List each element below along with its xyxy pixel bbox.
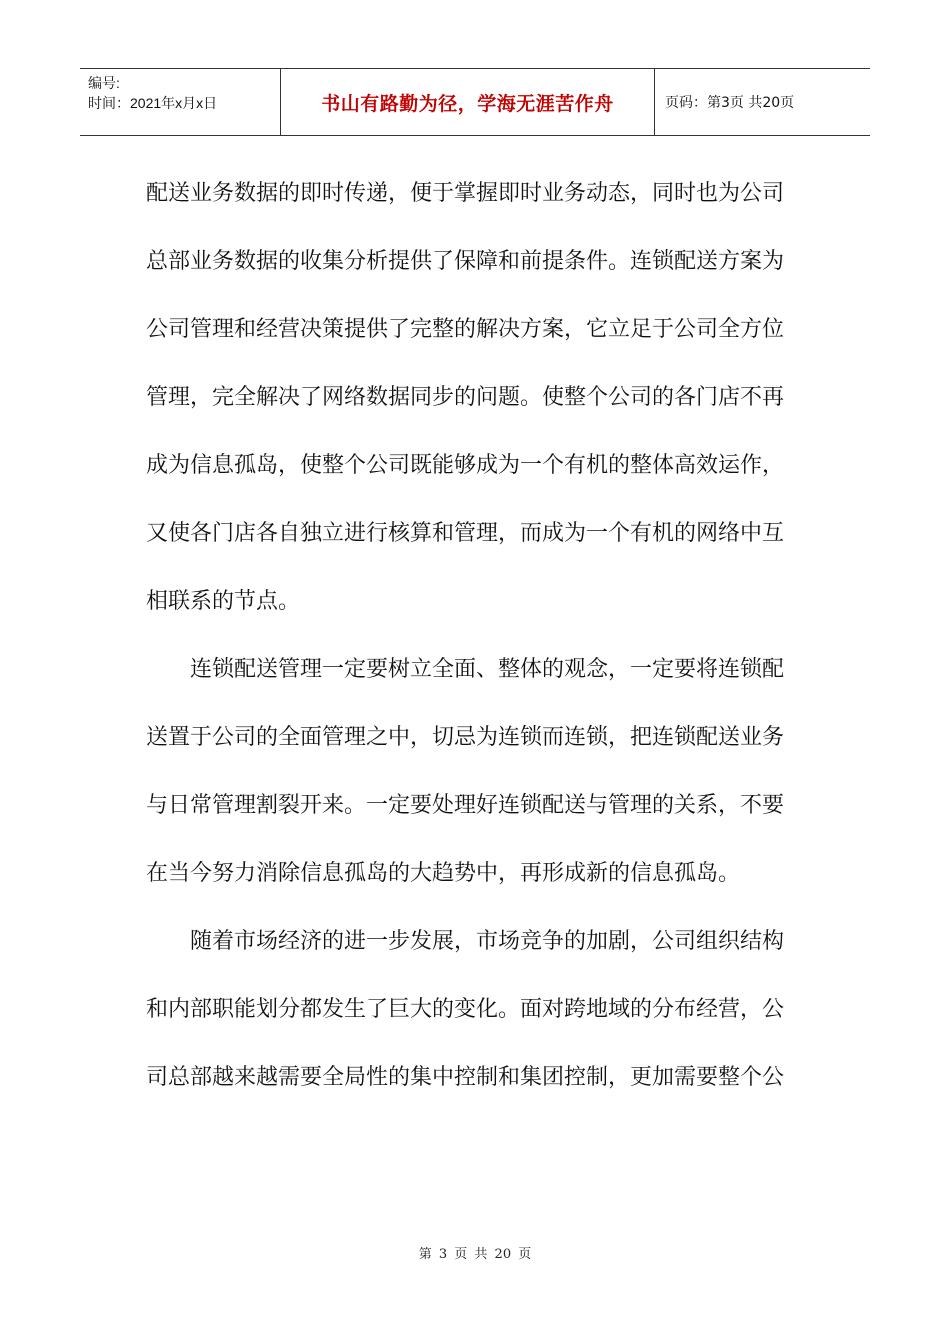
- header-meta-cell: [80, 69, 280, 135]
- header-motto: 书山有路勤为径，学海无涯苦作舟: [321, 92, 614, 115]
- body-line: 相联系的节点。: [146, 589, 301, 614]
- document-body: [146, 160, 808, 1112]
- paragraph-start-line: 随着市场经济的进一步发展，市场竞争的加剧，公司组织结构: [190, 929, 785, 954]
- header-page-code: 页码：第3页 共20页: [665, 95, 795, 111]
- header-motto-cell: [280, 69, 655, 135]
- body-line: 在当今努力消除信息孤岛的大趋势中，再形成新的信息孤岛。: [146, 861, 741, 886]
- body-line: 总部业务数据的收集分析提供了保障和前提条件。连锁配送方案为: [146, 249, 785, 274]
- document-number-label: 编号:: [88, 75, 120, 91]
- body-line: 公司管理和经营决策提供了完整的解决方案，它立足于公司全方位: [146, 317, 785, 342]
- page-footer: [0, 1243, 950, 1262]
- footer-page-number: 第 3 页 共 20 页: [418, 1247, 532, 1262]
- body-line: 与日常管理割裂开来。一定要处理好连锁配送与管理的关系，不要: [146, 793, 785, 818]
- body-line: 管理，完全解决了网络数据同步的问题。使整个公司的各门店不再: [146, 385, 785, 410]
- paragraph-start-line: 连锁配送管理一定要树立全面、整体的观念，一定要将连锁配: [190, 657, 785, 682]
- body-line: 又使各门店各自独立进行核算和管理，而成为一个有机的网络中互: [146, 521, 785, 546]
- body-line: 成为信息孤岛，使整个公司既能够成为一个有机的整体高效运作，: [146, 453, 785, 478]
- body-line: 配送业务数据的即时传递，便于掌握即时业务动态，同时也为公司: [146, 181, 785, 206]
- body-line: 和内部职能划分都发生了巨大的变化。面对跨地域的分布经营，公: [146, 997, 785, 1022]
- body-line: 送置于公司的全面管理之中，切忌为连锁而连锁，把连锁配送业务: [146, 725, 785, 750]
- body-line: 司总部越来越需要全局性的集中控制和集团控制，更加需要整个公: [146, 1065, 785, 1090]
- page-header: [80, 68, 870, 136]
- document-date: 时间：2021年x月x日: [88, 95, 218, 111]
- header-page-cell: [655, 69, 870, 135]
